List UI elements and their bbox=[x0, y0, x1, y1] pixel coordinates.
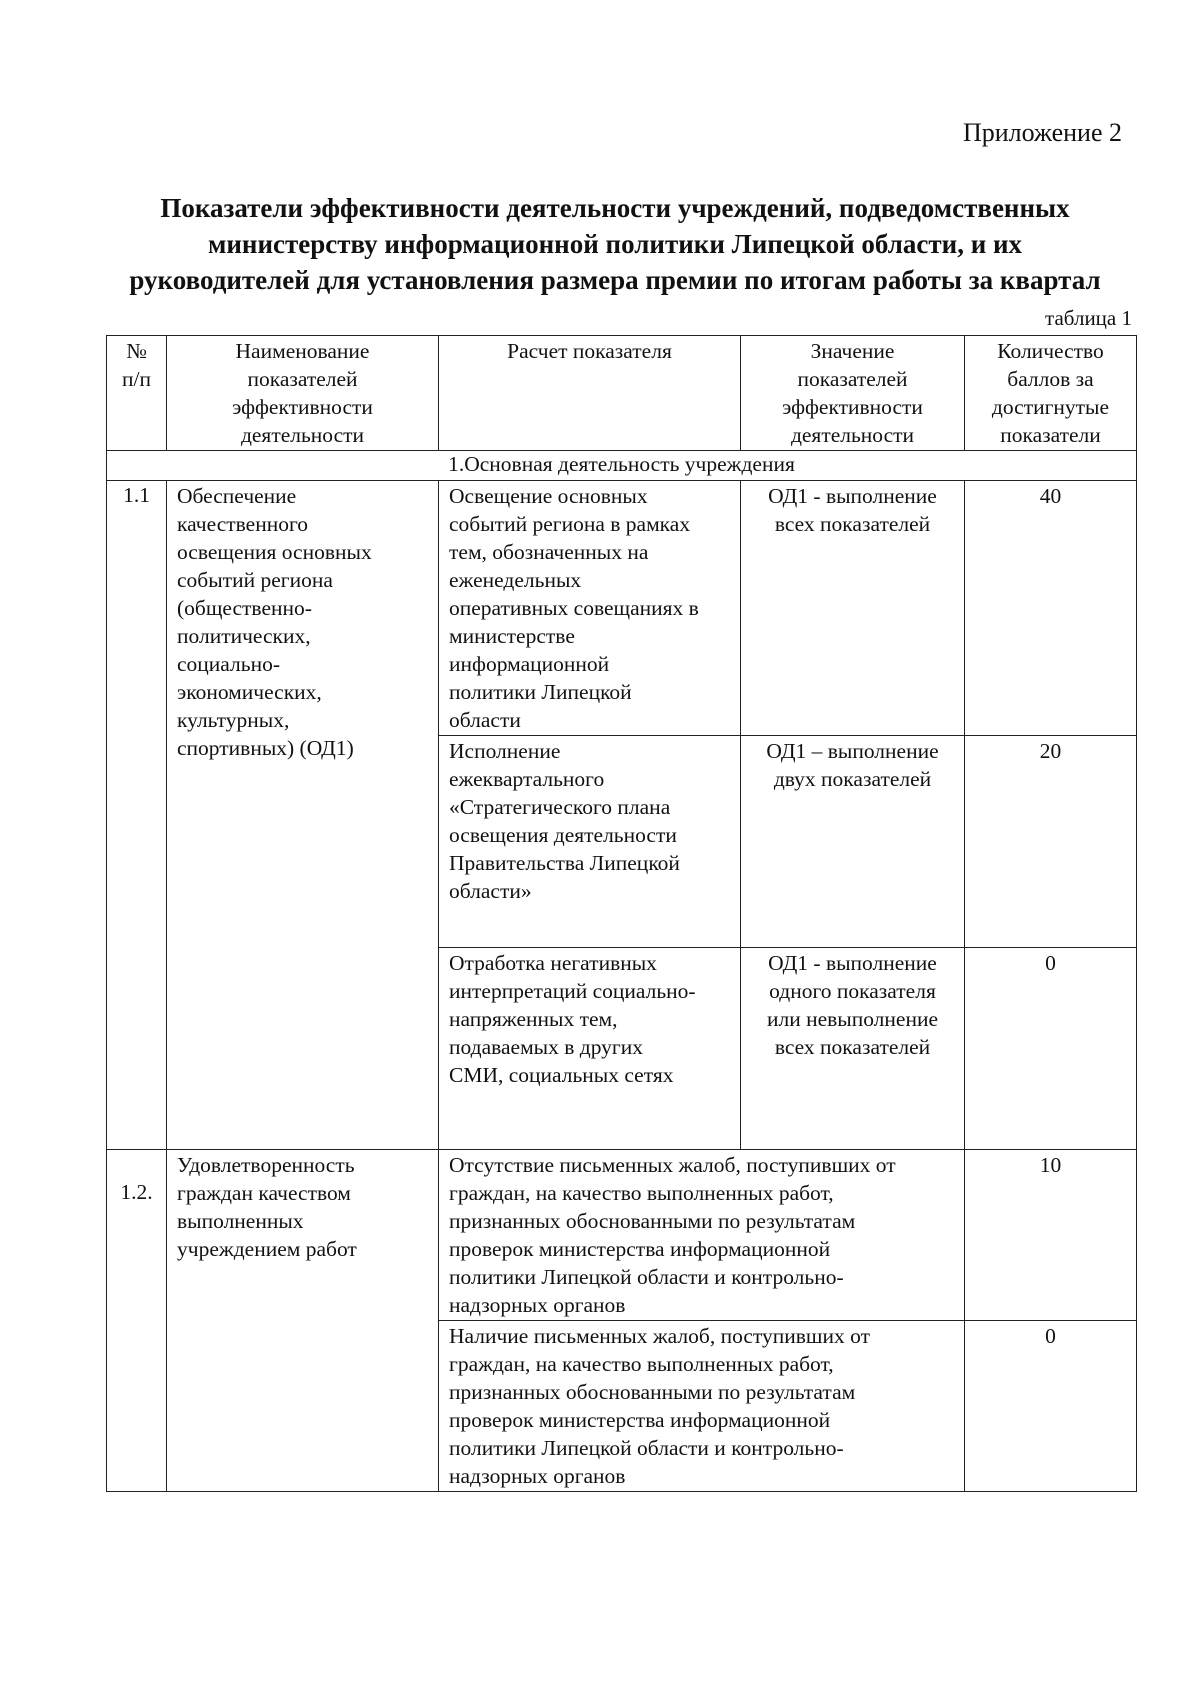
value-cell: ОД1 – выполнение двух показателей bbox=[741, 736, 965, 948]
calculation-cell: Отсутствие письменных жалоб, поступивших от граждан, на качество выполненных работ, признанных обоснованными по результатам проверок министерства информационной политики Липецкой области и контрольно- надзорных органов bbox=[439, 1150, 965, 1321]
indicators-table bbox=[106, 335, 1137, 1492]
calculation-cell: Исполнение ежеквартального «Стратегического плана освещения деятельности Правительства Липецкой области» bbox=[439, 736, 741, 948]
title-line: руководителей для установления размера премии по итогам работы за квартал bbox=[129, 265, 1101, 295]
header-value: Значение показателей эффективности деятельности bbox=[741, 336, 965, 451]
points-cell: 20 bbox=[965, 736, 1137, 948]
table-row bbox=[107, 481, 1137, 736]
title-line: Показатели эффективности деятельности учреждений, подведомственных bbox=[160, 193, 1070, 223]
appendix-label: Приложение 2 bbox=[962, 118, 1122, 147]
header-points: Количество баллов за достигнутые показатели bbox=[965, 336, 1137, 451]
table-row bbox=[107, 1150, 1137, 1321]
points-cell: 10 bbox=[965, 1150, 1137, 1321]
header-num: № п/п bbox=[107, 336, 167, 451]
points-cell: 0 bbox=[965, 948, 1137, 1150]
header-row bbox=[107, 336, 1137, 451]
table-label: таблица 1 bbox=[1045, 306, 1132, 330]
row-number: 1.2. bbox=[107, 1150, 167, 1492]
section-row bbox=[107, 451, 1137, 481]
title-line: министерству информационной политики Липецкой области, и их bbox=[207, 229, 1023, 259]
points-cell: 40 bbox=[965, 481, 1137, 736]
value-cell: ОД1 - выполнение всех показателей bbox=[741, 481, 965, 736]
header-name: Наименование показателей эффективности деятельности bbox=[167, 336, 439, 451]
document-title bbox=[100, 190, 1130, 298]
indicator-name: Удовлетворенность граждан качеством выполненных учреждением работ bbox=[167, 1150, 439, 1492]
calculation-cell: Отработка негативных интерпретаций социально- напряженных тем, подаваемых в других СМИ, социальных сетях bbox=[439, 948, 741, 1150]
calculation-cell: Освещение основных событий региона в рамках тем, обозначенных на еженедельных оперативных совещаниях в министерстве информационной политики Липецкой области bbox=[439, 481, 741, 736]
section-title: 1.Основная деятельность учреждения bbox=[107, 451, 1137, 481]
indicator-name: Обеспечение качественного освещения основных событий региона (общественно- политических, социально- экономических, культурных, спортивных) (ОД1) bbox=[167, 481, 439, 1150]
points-cell: 0 bbox=[965, 1321, 1137, 1492]
value-cell: ОД1 - выполнение одного показателя или невыполнение всех показателей bbox=[741, 948, 965, 1150]
header-calc: Расчет показателя bbox=[439, 336, 741, 451]
calculation-cell: Наличие письменных жалоб, поступивших от граждан, на качество выполненных работ, признанных обоснованными по результатам проверок министерства информационной политики Липецкой области и контрольно- надзорных органов bbox=[439, 1321, 965, 1492]
row-number: 1.1 bbox=[107, 481, 167, 1150]
